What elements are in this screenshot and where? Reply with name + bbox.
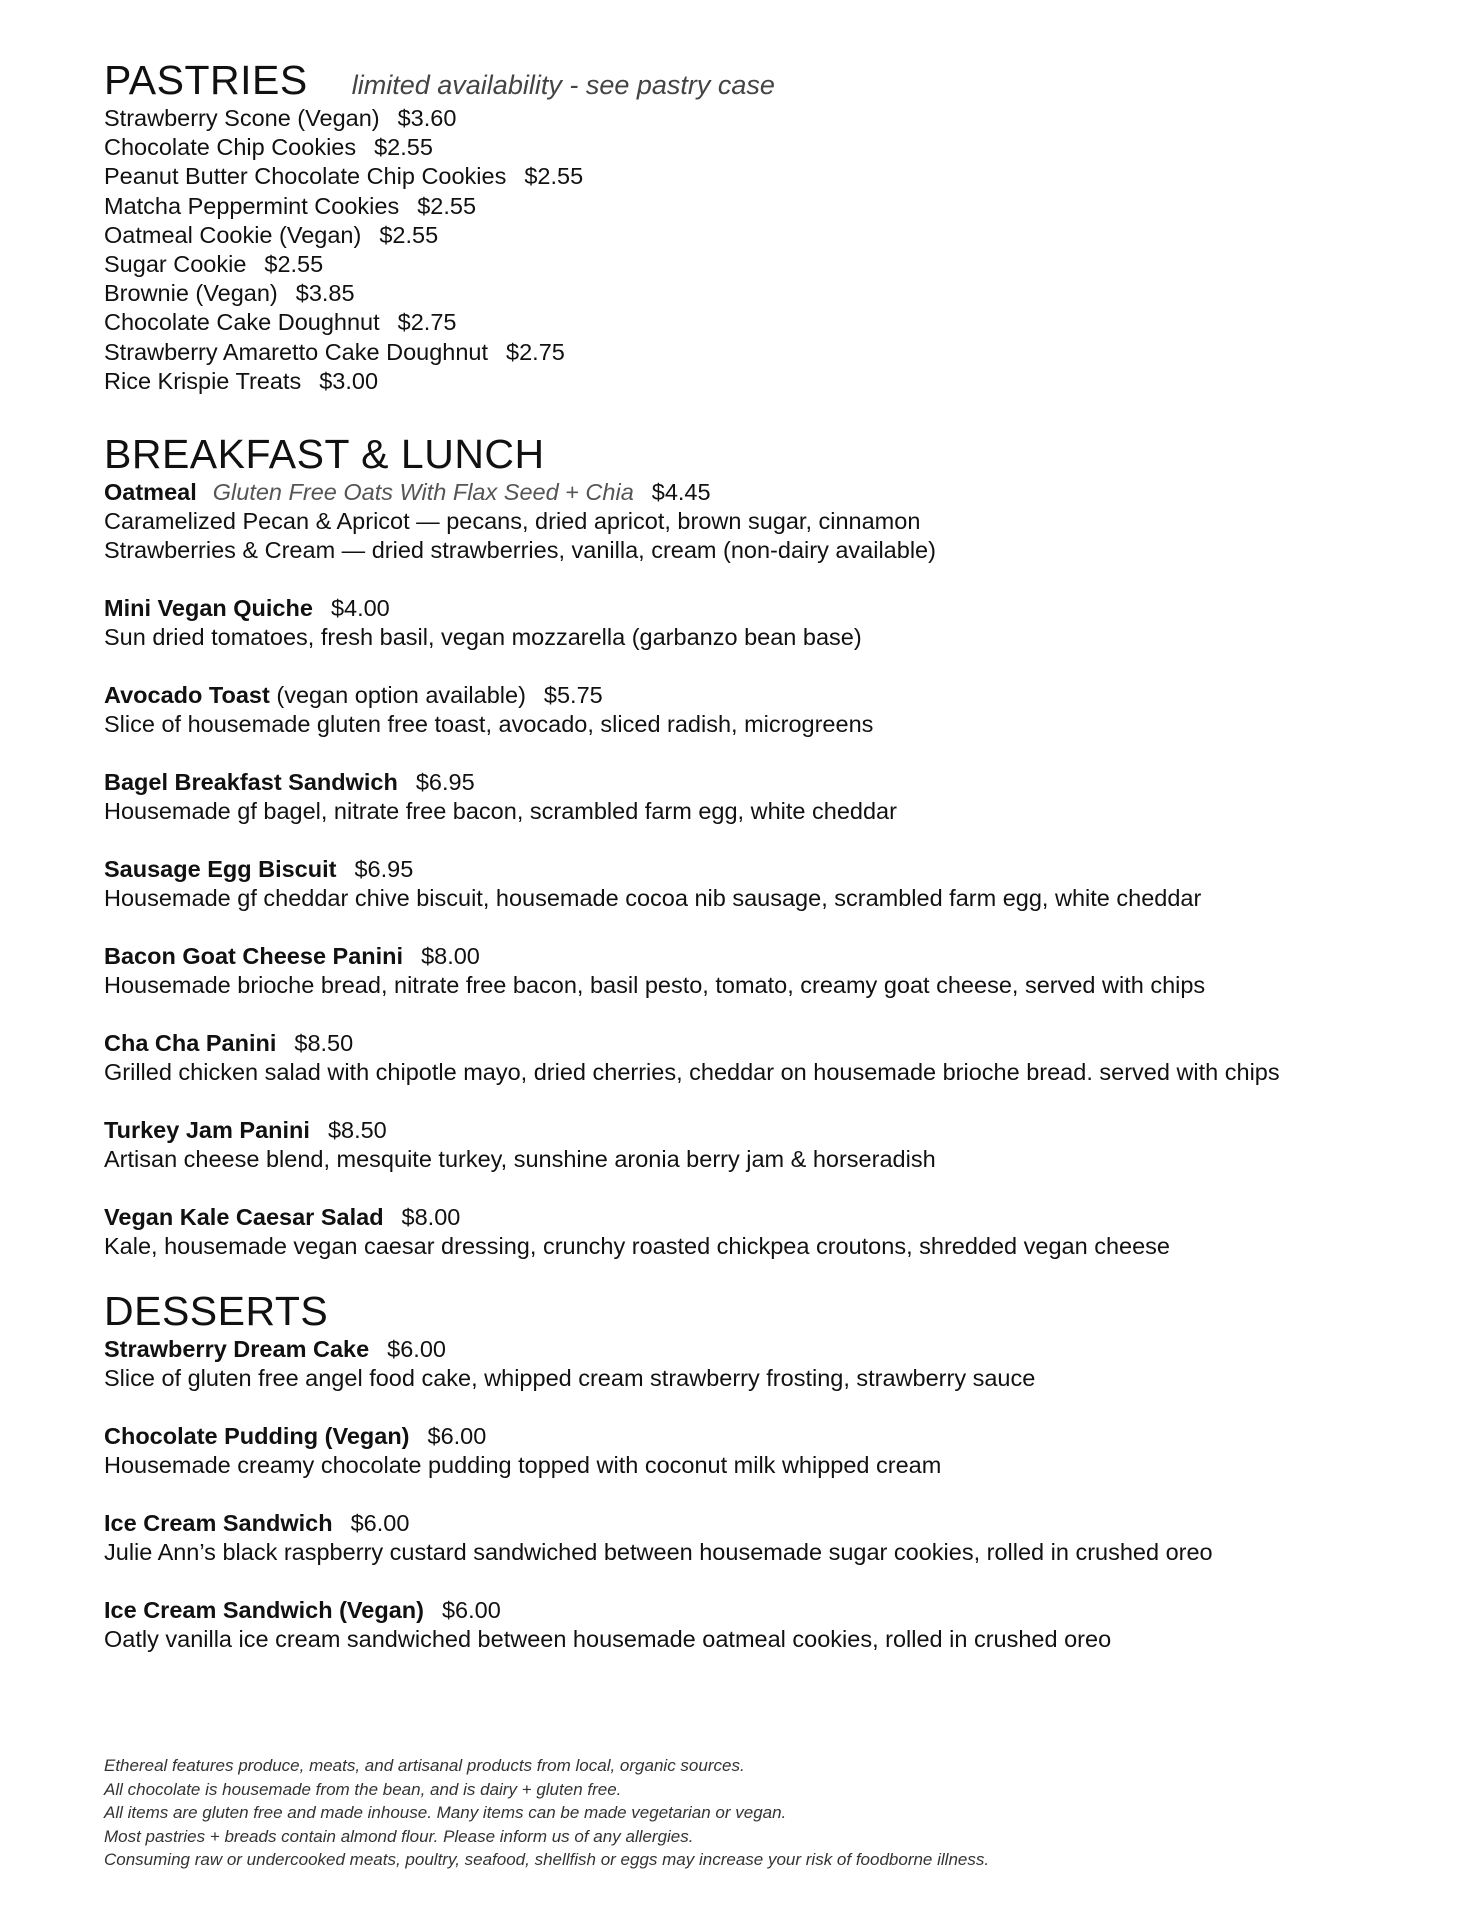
pastry-name: Chocolate Chip Cookies xyxy=(104,134,357,161)
item-price: $8.00 xyxy=(421,943,480,970)
item-price: $6.00 xyxy=(427,1423,487,1450)
section-spacer xyxy=(104,396,1444,430)
pastry-price: $2.55 xyxy=(379,221,439,248)
pastry-name: Rice Krispie Treats xyxy=(104,367,302,394)
pastry-name: Sugar Cookie xyxy=(104,251,247,278)
item-description: Strawberries & Cream — dried strawberries, vanilla, cream (non-dairy available) xyxy=(104,537,936,564)
item-description: Julie Ann’s black raspberry custard sandwiched between housemade sugar cookies, rolled in crushed oreo xyxy=(104,1539,1213,1566)
item-name: Turkey Jam Panini xyxy=(104,1117,310,1144)
item-name: Strawberry Dream Cake xyxy=(104,1336,370,1363)
menu-item-oatmeal xyxy=(104,478,1444,565)
desserts-title: DESSERTS xyxy=(104,1288,329,1335)
pastries-note: limited availability - see pastry case xyxy=(351,70,775,100)
item-price: $8.00 xyxy=(401,1204,461,1231)
item-price: $6.00 xyxy=(350,1510,410,1537)
menu-item xyxy=(104,768,1444,826)
item-price: $4.45 xyxy=(651,479,711,506)
pastry-name: Chocolate Cake Doughnut xyxy=(104,309,380,336)
item-name: Mini Vegan Quiche xyxy=(104,595,313,622)
pastry-price: $2.55 xyxy=(524,163,584,190)
pastry-price: $3.00 xyxy=(319,367,379,394)
menu-item xyxy=(104,1116,1444,1174)
item-price: $4.00 xyxy=(330,595,390,622)
item-price: $6.95 xyxy=(415,769,475,796)
menu-item xyxy=(104,681,1444,739)
item-name: Chocolate Pudding (Vegan) xyxy=(104,1423,410,1450)
desserts-header xyxy=(104,1287,1444,1335)
item-name: Bacon Goat Cheese Panini xyxy=(104,943,404,970)
pastry-name: Oatmeal Cookie (Vegan) xyxy=(104,221,362,248)
footer-notes xyxy=(104,1754,1404,1872)
pastry-item xyxy=(104,221,1444,250)
pastry-price: $3.60 xyxy=(397,105,457,131)
footer-line: Most pastries + breads contain almond flour. Please inform us of any allergies. xyxy=(104,1826,694,1846)
item-price: $6.95 xyxy=(354,856,414,883)
menu-item xyxy=(104,1203,1444,1261)
pastry-item xyxy=(104,104,1444,133)
pastry-name: Brownie (Vegan) xyxy=(104,280,278,307)
item-description: Grilled chicken salad with chipotle mayo, dried cherries, cheddar on housemade brioche bread. served with chips xyxy=(104,1059,1280,1086)
item-description: Housemade gf cheddar chive biscuit, housemade cocoa nib sausage, scrambled farm egg, white cheddar xyxy=(104,885,1202,912)
footer-line: Consuming raw or undercooked meats, poultry, seafood, shellfish or eggs may increase your risk of foodborne illness. xyxy=(104,1850,990,1869)
pastry-item xyxy=(104,338,1444,367)
pastries-title: PASTRIES xyxy=(104,57,308,103)
item-description: Kale, housemade vegan caesar dressing, crunchy roasted chickpea croutons, shredded vegan cheese xyxy=(104,1233,1170,1260)
item-name: Vegan Kale Caesar Salad xyxy=(104,1204,384,1231)
menu-item xyxy=(104,1335,1444,1393)
item-description: Oatly vanilla ice cream sandwiched between housemade oatmeal cookies, rolled in crushed oreo xyxy=(104,1626,1112,1653)
item-price: $6.00 xyxy=(441,1597,501,1624)
pastry-item xyxy=(104,367,1444,396)
menu-item xyxy=(104,594,1444,652)
breakfast-lunch-title: BREAKFAST & LUNCH xyxy=(104,431,545,478)
pastry-item xyxy=(104,192,1444,221)
menu-page xyxy=(104,56,1444,1683)
pastry-price: $2.55 xyxy=(374,134,433,161)
pastry-name: Strawberry Scone (Vegan) xyxy=(104,105,380,131)
pastry-name: Strawberry Amaretto Cake Doughnut xyxy=(104,338,489,365)
breakfast-lunch-header xyxy=(104,430,1444,478)
item-description: Caramelized Pecan & Apricot — pecans, dried apricot, brown sugar, cinnamon xyxy=(104,508,921,535)
item-price: $6.00 xyxy=(387,1336,446,1363)
item-price: $5.75 xyxy=(543,682,603,709)
item-description: Slice of housemade gluten free toast, avocado, sliced radish, microgreens xyxy=(104,711,874,738)
pastry-item xyxy=(104,308,1444,337)
pastry-price: $3.85 xyxy=(295,280,355,307)
item-description: Sun dried tomatoes, fresh basil, vegan mozzarella (garbanzo bean base) xyxy=(104,624,862,651)
item-note: (vegan option available) xyxy=(276,682,526,709)
item-name: Avocado Toast xyxy=(104,682,270,709)
pastry-item xyxy=(104,162,1444,191)
item-price: $8.50 xyxy=(327,1117,387,1144)
menu-item xyxy=(104,1509,1444,1567)
footer-line: All items are gluten free and made inhouse. Many items can be made vegetarian or vegan. xyxy=(104,1803,787,1822)
pastries-header xyxy=(104,56,1444,104)
item-description: Housemade creamy chocolate pudding topped with coconut milk whipped cream xyxy=(104,1452,942,1479)
pastry-name: Peanut Butter Chocolate Chip Cookies xyxy=(104,163,507,190)
item-name: Bagel Breakfast Sandwich xyxy=(104,769,398,796)
pastry-name: Matcha Peppermint Cookies xyxy=(104,192,400,219)
pastry-price: $2.75 xyxy=(397,309,457,336)
pastry-price: $2.55 xyxy=(264,251,324,278)
item-name: Ice Cream Sandwich (Vegan) xyxy=(104,1597,424,1624)
item-price: $8.50 xyxy=(294,1030,354,1057)
pastry-price: $2.75 xyxy=(506,338,565,365)
pastry-item xyxy=(104,279,1444,308)
menu-item xyxy=(104,1029,1444,1087)
menu-item xyxy=(104,855,1444,913)
item-name: Ice Cream Sandwich xyxy=(104,1510,333,1537)
footer-line: Ethereal features produce, meats, and artisanal products from local, organic sources. xyxy=(104,1756,745,1775)
item-description: Artisan cheese blend, mesquite turkey, sunshine aronia berry jam & horseradish xyxy=(104,1146,936,1173)
item-name: Cha Cha Panini xyxy=(104,1030,277,1057)
menu-item xyxy=(104,1422,1444,1480)
item-name: Sausage Egg Biscuit xyxy=(104,856,337,883)
pastry-item xyxy=(104,250,1444,279)
item-subtitle: Gluten Free Oats With Flax Seed + Chia xyxy=(212,479,634,506)
pastry-price: $2.55 xyxy=(417,192,477,219)
footer-line: All chocolate is housemade from the bean, and is dairy + gluten free. xyxy=(104,1779,622,1799)
menu-item xyxy=(104,942,1444,1000)
item-description: Housemade gf bagel, nitrate free bacon, scrambled farm egg, white cheddar xyxy=(104,798,897,825)
pastry-list xyxy=(104,104,1444,396)
item-description: Housemade brioche bread, nitrate free bacon, basil pesto, tomato, creamy goat cheese, served with chips xyxy=(104,972,1206,999)
menu-item xyxy=(104,1596,1444,1654)
pastry-item xyxy=(104,133,1444,162)
item-name: Oatmeal xyxy=(104,479,197,506)
item-description: Slice of gluten free angel food cake, whipped cream strawberry frosting, strawberry sauce xyxy=(104,1365,1036,1392)
